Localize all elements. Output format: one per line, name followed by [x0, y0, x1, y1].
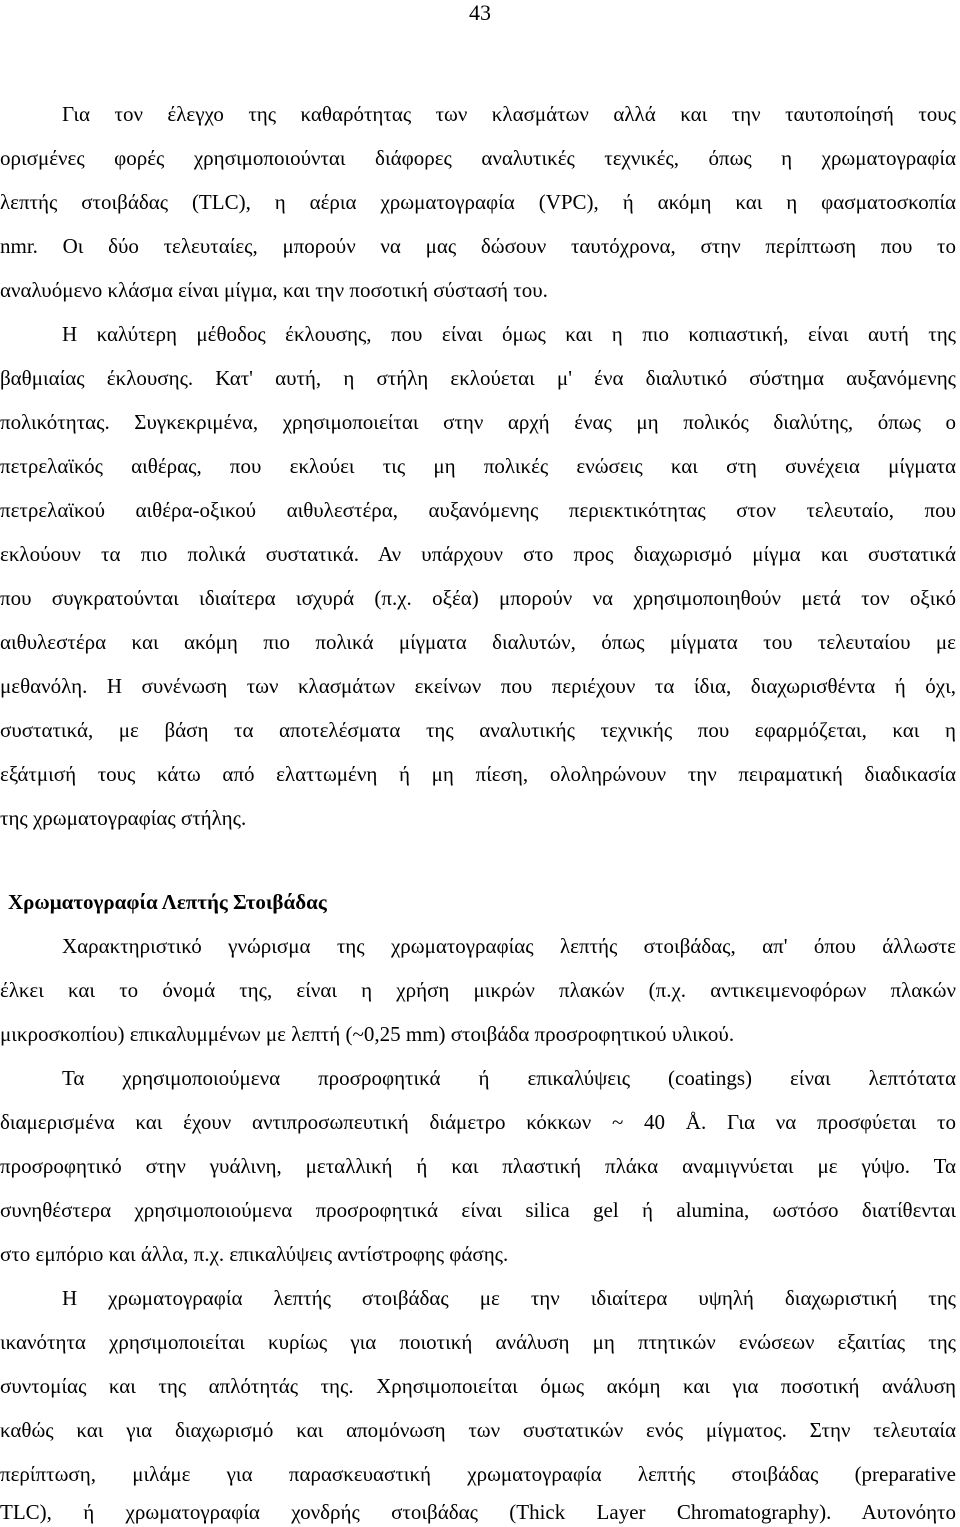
text-line: πολικότητας. Συγκεκριμένα, χρησιμοποιείται στην αρχή ένας μη πολικός διαλύτης, όπως ο [0, 410, 956, 434]
page-number: 43 [469, 0, 491, 25]
text-line: προσροφητικό στην γυάλινη, μεταλλική ή και πλαστική πλάκα αναμιγνύεται με γύψο. Τα [0, 1154, 956, 1178]
text-line: πετρελαϊκού αιθέρα-οξικού αιθυλεστέρα, αυξανόμενης περιεκτικότητας στον τελευταίο, που [0, 498, 956, 522]
text-line: αιθυλεστέρα και ακόμη πιο πολικά μίγματα διαλυτών, όπως μίγματα του τελευταίου με [0, 630, 956, 654]
text-line: Η χρωματογραφία λεπτής στοιβάδας με την ιδιαίτερα υψηλή διαχωριστική της [62, 1286, 956, 1310]
text-line: nmr. Οι δύο τελευταίες, μπορούν να μας δώσουν ταυτόχρονα, στην περίπτωση που το [0, 234, 956, 258]
text-line: μεθανόλη. Η συνένωση των κλασμάτων εκείνων που περιέχουν τα ίδια, διαχωρισθέντα ή όχι, [0, 674, 956, 698]
text-line: συστατικά, με βάση τα αποτελέσματα της αναλυτικής τεχνικής που εφαρμόζεται, και η [0, 718, 956, 742]
text-line: αναλυόμενο κλάσμα είναι μίγμα, και την ποσοτική σύστασή του. [0, 278, 548, 302]
text-line: πετρελαϊκός αιθέρας, που εκλούει τις μη πολικές ενώσεις και στη συνέχεια μίγματα [0, 454, 956, 478]
section-heading: Χρωματογραφία Λεπτής Στοιβάδας [8, 890, 327, 914]
text-line: εκλούουν τα πιο πολικά συστατικά. Αν υπάρχουν στο προς διαχωρισμό μίγμα και συστατικά [0, 542, 956, 566]
text-line: μικροσκοπίου) επικαλυμμένων με λεπτή (~0,25 mm) στοιβάδα προσροφητικού υλικού. [0, 1022, 735, 1046]
text-line: περίπτωση, μιλάμε για παρασκευαστική χρωματογραφία λεπτής στοιβάδας (preparative [0, 1462, 956, 1486]
text-line: της χρωματογραφίας στήλης. [0, 806, 247, 830]
text-line: διαμερισμένα και έχουν αντιπροσωπευτική διάμετρο κόκκων ~ 40 Å. Για να προσφύεται το [0, 1110, 956, 1134]
text-line: ορισμένες φορές χρησιμοποιούνται διάφορες αναλυτικές τεχνικές, όπως η χρωματογραφία [0, 146, 956, 170]
text-line: καθώς και για διαχωρισμό και απομόνωση των συστατικών ενός μίγματος. Στην τελευταία [0, 1418, 956, 1442]
text-line: Για τον έλεγχο της καθαρότητας των κλασμάτων αλλά και την ταυτοποίησή τους [62, 102, 956, 126]
text-line: Τα χρησιμοποιούμενα προσροφητικά ή επικαλύψεις (coatings) είναι λεπτότατα [62, 1066, 956, 1090]
text-line: συνηθέστερα χρησιμοποιούμενα προσροφητικά είναι silica gel ή alumina, ωστόσο διατίθενται [0, 1198, 956, 1222]
text-line: Χαρακτηριστικό γνώρισμα της χρωματογραφίας λεπτής στοιβάδας, απ' όπου άλλωστε [62, 934, 956, 958]
text-line: λεπτής στοιβάδας (TLC), η αέρια χρωματογραφία (VPC), ή ακόμη και η φασματοσκοπία [0, 190, 956, 214]
text-line: που συγκρατούνται ιδιαίτερα ισχυρά (π.χ. οξέα) μπορούν να χρησιμοποιηθούν μετά τον οξικό [0, 586, 956, 610]
text-line: βαθμιαίας έκλουσης. Κατ' αυτή, η στήλη εκλούεται μ' ένα διαλυτικό σύστημα αυξανόμενης [0, 366, 956, 390]
text-line: ικανότητα χρησιμοποιείται κυρίως για ποιοτική ανάλυση μη πτητικών ενώσεων εξαιτίας της [0, 1330, 956, 1354]
text-line: συντομίας και της απλότητάς της. Χρησιμοποιείται όμως ακόμη και για ποσοτική ανάλυση [0, 1374, 956, 1398]
text-line: Η καλύτερη μέθοδος έκλουσης, που είναι όμως και η πιο κοπιαστική, είναι αυτή της [62, 322, 956, 346]
text-line: εξάτμισή τους κάτω από ελαττωμένη ή μη πίεση, ολοληρώνουν την πειραματική διαδικασία [0, 762, 956, 786]
text-line: έλκει και το όνομά της, είναι η χρήση μικρών πλακών (π.χ. αντικειμενοφόρων πλακών [0, 978, 956, 1002]
text-line: στο εμπόριο και άλλα, π.χ. επικαλύψεις αντίστροφης φάσης. [0, 1242, 509, 1266]
text-line: TLC), ή χρωματογραφία χονδρής στοιβάδας (Thick Layer Chromatography). Αυτονόητο [0, 1500, 956, 1524]
